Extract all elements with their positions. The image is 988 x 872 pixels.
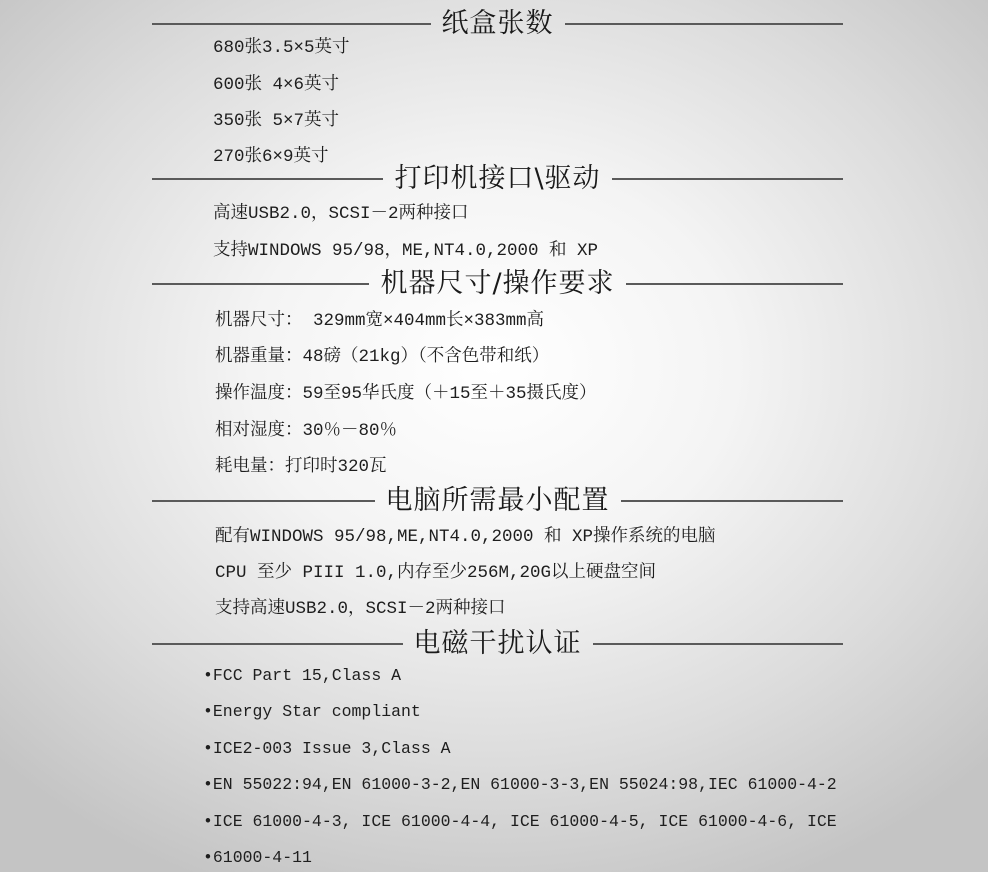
section-heading-interface-driver: [152, 161, 843, 197]
section-title: 电磁干扰认证: [413, 628, 582, 659]
section-title: 电脑所需最小配置: [385, 485, 610, 516]
heading-rule-right: [593, 643, 844, 645]
spec-item: CPU 至少 PIII 1.0,内存至少256M,20G以上硬盘空间: [215, 563, 657, 583]
spec-item: 680张3.5×5英寸: [213, 38, 350, 58]
section-title: 机器尺寸/操作要求: [380, 268, 615, 299]
spec-item: 耗电量：打印时320瓦: [215, 457, 387, 477]
spec-item: 配有WINDOWS 95/98,ME,NT4.0,2000 和 XP操作系统的电脑: [215, 527, 716, 547]
section-heading-pc-requirements: [152, 483, 843, 519]
certification-list-item: •EN 55022:94,EN 61000-3-2,EN 61000-3-3,EN 55024:98,IEC 61000-4-2: [203, 775, 837, 794]
section-heading-emi-certification: [152, 626, 843, 662]
certification-list-item: •FCC Part 15,Class A: [203, 666, 402, 685]
certification-list-item: •61000-4-11: [203, 848, 312, 867]
certification-list-item: •ICE2-003 Issue 3,Class A: [203, 739, 451, 758]
heading-rule-left: [152, 643, 403, 645]
heading-rule-left: [152, 178, 383, 180]
heading-rule-right: [612, 178, 843, 180]
heading-rule-left: [152, 283, 369, 285]
section-title: 打印机接口\驱动: [394, 163, 601, 194]
spec-item: 高速USB2.0，SCSI－2两种接口: [213, 204, 469, 224]
certification-list-item: •ICE 61000-4-3, ICE 61000-4-4, ICE 61000-4-5, ICE 61000-4-6, ICE: [203, 812, 837, 831]
certification-list-item: •Energy Star compliant: [203, 702, 421, 721]
heading-rule-right: [565, 23, 844, 25]
spec-item: 操作温度：59至95华氏度（＋15至＋35摄氏度）: [215, 384, 597, 404]
heading-rule-left: [152, 23, 431, 25]
spec-item: 600张 4×6英寸: [213, 75, 340, 95]
heading-rule-left: [152, 500, 375, 502]
spec-item: 机器重量：48磅（21kg）（不含色带和纸）: [215, 347, 550, 367]
section-title: 纸盒张数: [441, 8, 554, 39]
section-heading-dimensions-operation: [152, 266, 843, 302]
spec-item: 相对湿度：30％－80％: [215, 421, 398, 441]
spec-item: 支持高速USB2.0，SCSI－2两种接口: [215, 599, 506, 619]
spec-item: 机器尺寸： 329mm宽×404mm长×383mm高: [215, 311, 545, 331]
heading-rule-right: [621, 500, 844, 502]
spec-item: 350张 5×7英寸: [213, 111, 340, 131]
spec-item: 270张6×9英寸: [213, 147, 329, 167]
heading-rule-right: [626, 283, 843, 285]
spec-item: 支持WINDOWS 95/98，ME,NT4.0,2000 和 XP: [213, 241, 599, 261]
